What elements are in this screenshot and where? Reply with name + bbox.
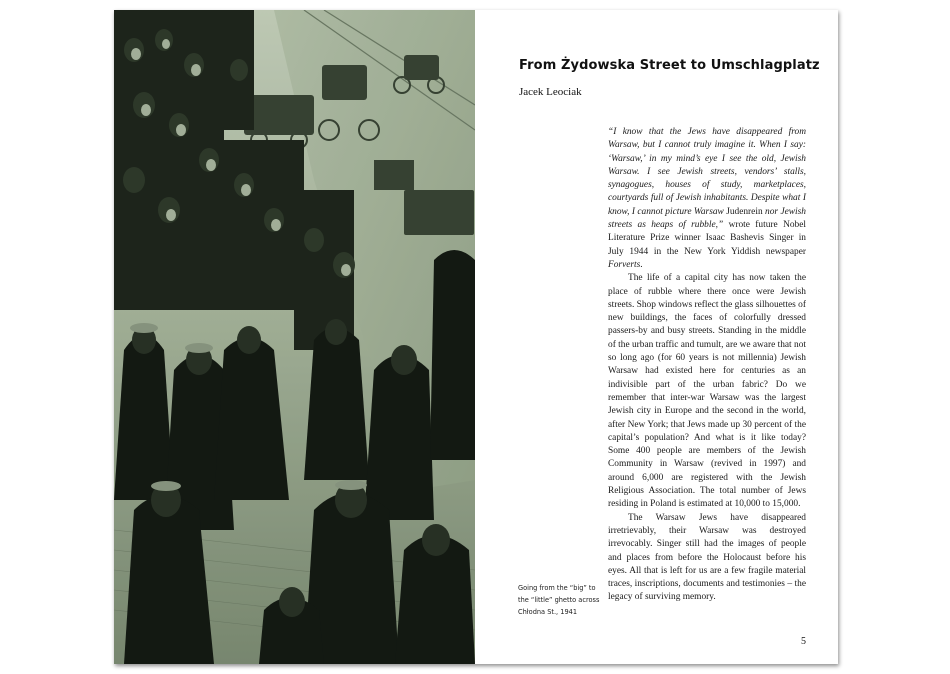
quote-text-part-2: nor Jewish streets as heaps of rubble,”: [608, 206, 806, 231]
quote-roman-word: Judenrein: [726, 206, 763, 217]
paragraph-2: The life of a capital city has now taken the place of rubble where there once were Jewish streets. Shop windows reflect the glass silhouettes of new buildings, the faces of colorfully dressed passers-by and busy streets. Standing in the middle of the urban traffic and tumult, are we aware that not so long ago (for 60 years is not millennia) Jewish Warsaw had existed here for centuries as an indivisible part of the urban fabric? Do we remember that inter-war Warsaw was the largest Jewish city in Europe and the second in the world, after New York; that Jews made up 30 percent of the capital’s population? And what is it like today? Some 400 people are members of the Jewish Community in Warsaw (revived in 1997) and around 6,000 are registered with the Jewish Religious Association. The total number of Jews residing in Poland is estimated at 10,000 to 15,000.: [608, 273, 806, 510]
archival-photo-crowd: [114, 10, 475, 664]
book-spread: [114, 10, 838, 664]
quote-text-part-1: “I know that the Jews have disappeared from Warsaw, but I cannot truly imagine it. When I say: ‘Warsaw,’ in my mind’s eye I see the old, Jewish Warsaw. I see Jewish streets, vendors’ stalls, synagogues, houses of study, marketplaces, courtyards full of Jewish inhabitants. Despite what I know, I cannot picture Warsaw: [608, 127, 806, 217]
paragraph-quote: [608, 126, 806, 272]
article-body: [608, 126, 806, 605]
paragraph-3: The Warsaw Jews have disappeared irretrievably, their Warsaw was destroyed irrevocably. Singer still had the images of people and places from before the Holocaust before his eyes. All that is left for us are a few fragile material traces, inscriptions, documents and testimonies – the legacy of surviving memory.: [608, 512, 806, 603]
text-page: [475, 10, 838, 664]
quote-end: .: [640, 259, 643, 270]
article-author: Jacek Leociak: [519, 86, 582, 98]
page-number: 5: [801, 636, 806, 647]
newspaper-name: Forverts: [608, 259, 641, 270]
photo-caption: Going from the “big” to the “little” ghetto across Chłodna St., 1941: [518, 584, 600, 616]
quote-attribution: wrote future Nobel Literature Prize winner Isaac Bashevis Singer in July 1944 in the New York Yiddish newspaper: [608, 220, 806, 257]
crowd-photo-illustration: [114, 10, 475, 664]
article-title: From Żydowska Street to Umschlagplatz: [519, 58, 820, 73]
